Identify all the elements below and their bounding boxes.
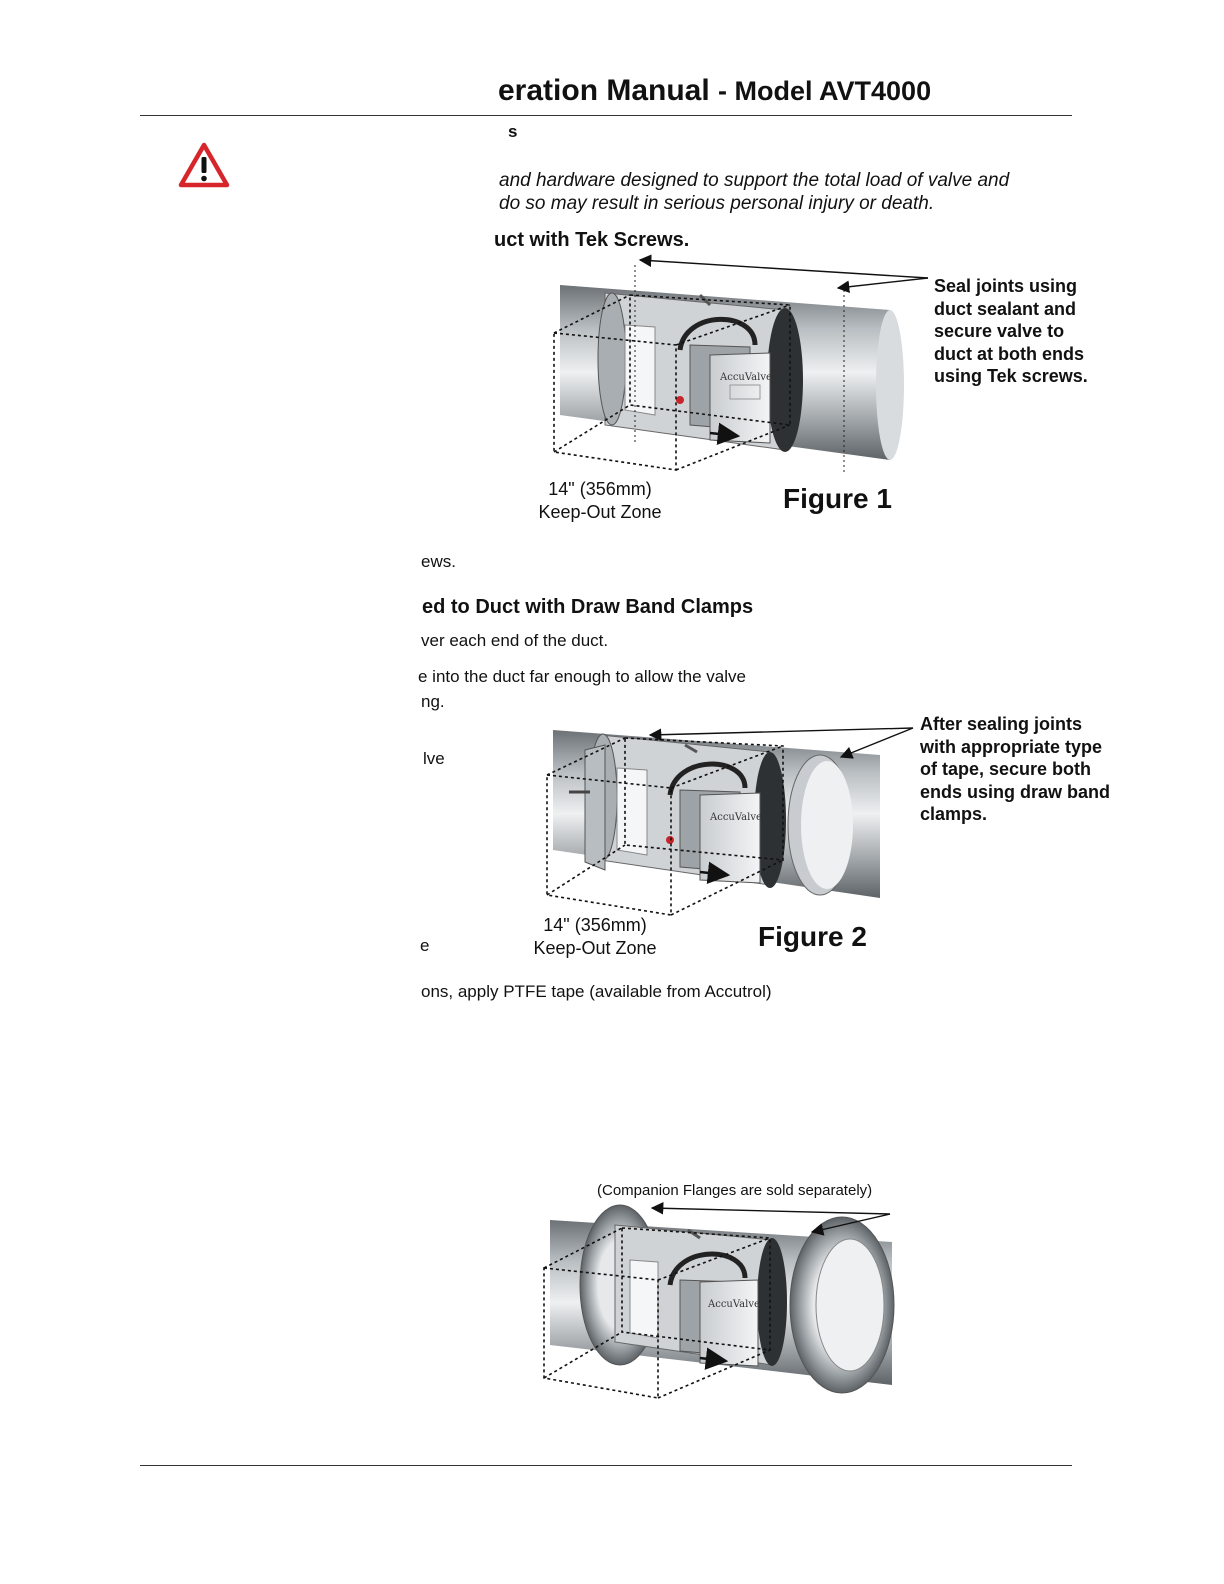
section2-line-1: ver each end of the duct. bbox=[421, 631, 609, 650]
section2-heading: ed to Duct with Draw Band Clamps bbox=[422, 596, 754, 618]
ptfe-text: ons, apply PTFE tape (available from Accutrol) bbox=[421, 982, 772, 1001]
svg-text:AccuValve: AccuValve bbox=[720, 372, 772, 383]
warning-line-2: do so may result in serious personal injury or death. bbox=[499, 193, 935, 214]
figure1-callout bbox=[934, 275, 1088, 388]
figure1-label: Figure 1 bbox=[783, 483, 892, 514]
figure1-zone-caption bbox=[530, 478, 670, 524]
figure1-callout-line: secure valve to bbox=[934, 321, 1065, 341]
section2-line-5: e bbox=[420, 936, 430, 955]
figure1 bbox=[538, 255, 1110, 535]
figure2-callout-line: with appropriate type bbox=[920, 736, 1103, 757]
figure2-zone-label: Keep-Out Zone bbox=[533, 938, 657, 958]
figure2-callout bbox=[920, 713, 1110, 826]
section2-line-3: ng. bbox=[421, 692, 445, 711]
figure1-callout-line: using Tek screws. bbox=[934, 366, 1088, 386]
figure2-zone-caption bbox=[525, 914, 665, 960]
figure2-label: Figure 2 bbox=[758, 921, 867, 952]
header-rule bbox=[140, 115, 1072, 116]
figure1-zone-size: 14" (356mm) bbox=[548, 479, 652, 499]
figure2-callout-line: of tape, secure both bbox=[920, 759, 1092, 779]
figure3-note: (Companion Flanges are sold separately) bbox=[597, 1182, 873, 1199]
figure3 bbox=[540, 1180, 900, 1400]
figure2-callout-line: clamps. bbox=[920, 804, 988, 824]
warning-triangle-icon bbox=[178, 142, 230, 188]
warning-text bbox=[499, 169, 1009, 215]
figure1-zone-label: Keep-Out Zone bbox=[538, 502, 662, 522]
figure2-zone-size: 14" (356mm) bbox=[543, 915, 647, 935]
section2-line-4: lve bbox=[423, 749, 445, 768]
footer-rule bbox=[140, 1465, 1072, 1466]
warning-line-1: and hardware designed to support the total load of valve and bbox=[499, 170, 1010, 191]
model-number: - Model AVT4000 bbox=[718, 76, 932, 106]
figure1-callout-line: duct at both ends bbox=[934, 343, 1084, 364]
figure1-callout-line: duct sealant and bbox=[934, 298, 1077, 319]
figure2 bbox=[533, 700, 1125, 970]
manual-title bbox=[498, 74, 931, 108]
figure3-illustration bbox=[540, 1180, 900, 1400]
section-fragment: s bbox=[508, 122, 518, 141]
svg-text:AccuValve: AccuValve bbox=[708, 1299, 760, 1310]
manual-title-text: eration Manual bbox=[498, 74, 710, 107]
text-ews: ews. bbox=[421, 552, 456, 571]
svg-text:AccuValve: AccuValve bbox=[710, 812, 762, 823]
figure1-callout-line: Seal joints using bbox=[934, 276, 1078, 296]
figure2-callout-line: After sealing joints bbox=[920, 714, 1083, 734]
section2-line-2: e into the duct far enough to allow the valve bbox=[418, 667, 746, 686]
section1-heading: uct with Tek Screws. bbox=[494, 229, 690, 251]
figure2-callout-line: ends using draw band bbox=[920, 781, 1111, 802]
